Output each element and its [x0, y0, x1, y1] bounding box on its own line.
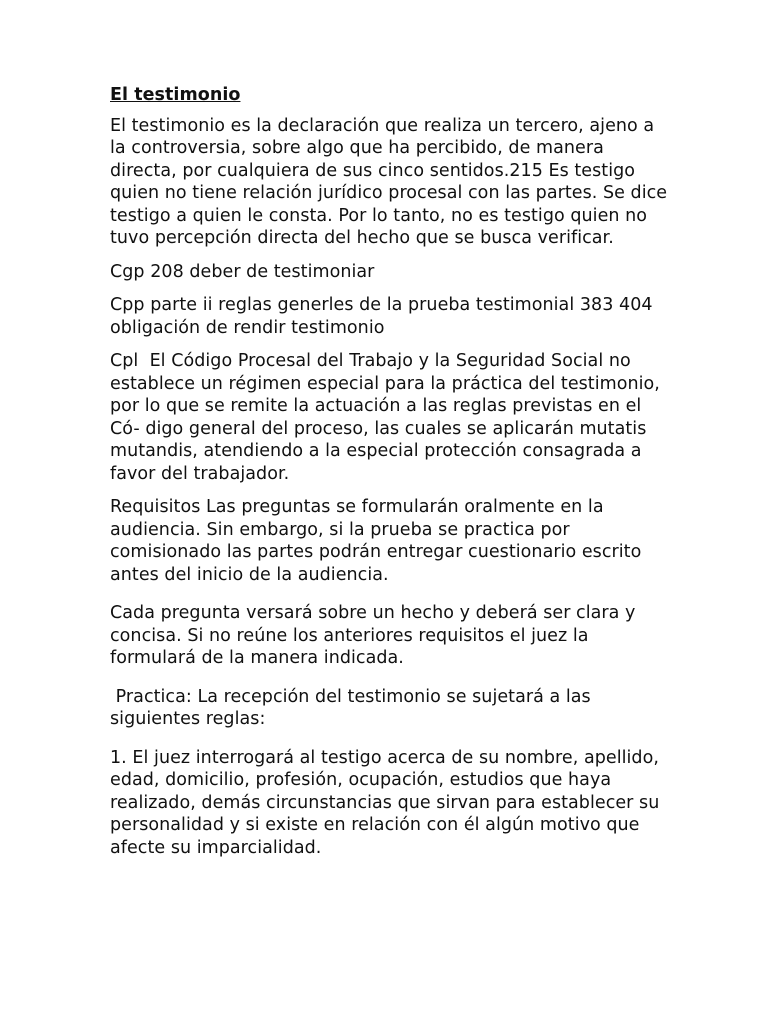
document-title: El testimonio — [110, 85, 241, 105]
paragraph-regla-1: 1. El juez interrogará al testigo acerca de su nombre, apellido, edad, domicilio, profesión, ocupación, estudios que haya realizado, demás circunstancias que sirvan para establecer su personalidad y si existe en relación con él algún motivo que afecte su imparcialidad. — [110, 747, 665, 858]
document-page — [110, 84, 673, 870]
paragraph-definition: El testimonio es la declaración que realiza un tercero, ajeno a la controversia, sobre algo que ha percibido, de manera directa, por cualquiera de sus cinco sentidos.215 Es testigo quien no tiene relación jurídico procesal con las partes. Se dice testigo a quien le consta. Por lo tanto, no es testigo quien no tuvo percepción directa del hecho que se busca verificar. — [110, 115, 673, 248]
paragraph-requisitos: Requisitos Las preguntas se formularán oralmente en la audiencia. Sin embargo, si la prueba se practica por comisionado las partes podrán entregar cuestionario escrito antes del inicio de la audiencia. — [110, 497, 647, 585]
paragraph-cgp: Cgp 208 deber de testimoniar — [110, 261, 375, 282]
paragraph-practica: Practica: La recepción del testimonio se sujetará a las siguientes reglas: — [110, 686, 597, 729]
paragraph-cpp: Cpp parte ii reglas generles de la prueba testimonial 383 404 obligación de rendir testimonio — [110, 295, 664, 338]
paragraph-cpl: Cpl El Código Procesal del Trabajo y la Seguridad Social no establece un régimen especial para la práctica del testimonio, por lo que se remite la actuación a las reglas previstas en el Có- digo general del proceso, las cuales se aplicarán mutatis mutandis, atendiendo a la especial protección consagrada a favor del trabajador. — [110, 351, 666, 484]
paragraph-pregunta: Cada pregunta versará sobre un hecho y deberá ser clara y concisa. Si no reúne los anteriores requisitos el juez la formulará de la manera indicada. — [110, 603, 642, 668]
